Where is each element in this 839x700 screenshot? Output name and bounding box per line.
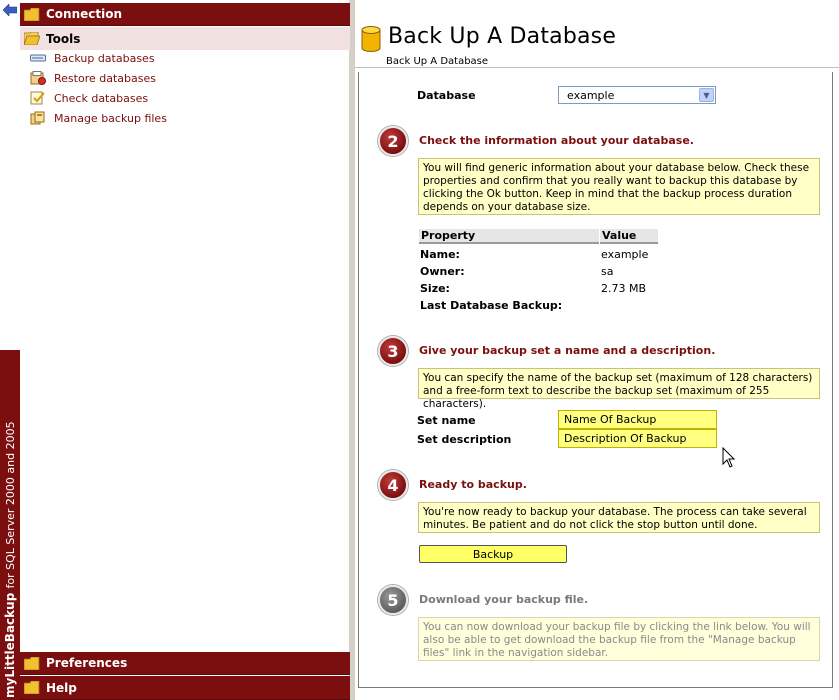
- chevron-down-icon[interactable]: ▼: [699, 88, 714, 102]
- sidebar-item-label: Check databases: [54, 91, 149, 105]
- database-label: Database: [417, 89, 476, 102]
- brand-name: myLittleBackup: [3, 592, 17, 698]
- sidebar-connection-label: Connection: [46, 7, 123, 21]
- step-4-title: Ready to backup.: [419, 478, 527, 491]
- property-owner-label: Owner:: [420, 265, 465, 278]
- step-5-title: Download your backup file.: [419, 593, 589, 606]
- sidebar-item-manage-backup-files[interactable]: [30, 109, 167, 127]
- database-select-value: example: [567, 88, 615, 102]
- sidebar-help-label: Help: [46, 680, 77, 695]
- sidebar-item-label: Manage backup files: [54, 111, 167, 125]
- mouse-cursor-icon: [722, 447, 736, 469]
- header-divider: [355, 67, 839, 68]
- check-icon: [30, 91, 46, 105]
- brand-strip: [0, 0, 20, 700]
- sidebar-section-preferences[interactable]: [20, 652, 350, 675]
- step-2-note: You will find generic information about your database below. Check these properties and confirm that you really want to backup this database by clicking the Ok button. Keep in mind that the backup process duration depends on your database size.: [418, 158, 820, 215]
- database-select[interactable]: [558, 86, 716, 104]
- page-title: Back Up A Database: [388, 24, 617, 49]
- restore-icon: [30, 71, 46, 85]
- step-5-badge: 5: [378, 585, 408, 615]
- sidebar-item-label: Restore databases: [54, 71, 156, 85]
- property-column-header: Property: [419, 229, 599, 244]
- breadcrumb[interactable]: Back Up A Database: [386, 56, 489, 67]
- sidebar-item-check-databases[interactable]: [30, 89, 148, 107]
- sidebar-item-label: Backup databases: [54, 51, 155, 65]
- set-description-label: Set description: [417, 433, 512, 446]
- step-2-badge: 2: [378, 126, 408, 156]
- folder-icon: [24, 657, 40, 670]
- sidebar-preferences-label: Preferences: [46, 656, 128, 670]
- manage-files-icon: [30, 111, 46, 125]
- sidebar-section-help[interactable]: [20, 676, 350, 700]
- sidebar-section-connection[interactable]: [20, 3, 350, 26]
- step-3-title: Give your backup set a name and a description.: [419, 344, 716, 357]
- backup-button[interactable]: Backup: [419, 545, 567, 563]
- step-5-note: You can now download your backup file by clicking the link below. You will also be able to get download the backup file from the "Manage backup files" link in the navigation sidebar.: [418, 617, 820, 661]
- backup-icon: [30, 51, 46, 65]
- property-name-label: Name:: [420, 248, 460, 261]
- step-4-note: You're now ready to backup your database. The process can take several minutes. Be patient and do not click the stop button until done.: [418, 502, 820, 533]
- main-panel: [355, 0, 839, 700]
- brand-tagline: for SQL Server 2000 and 2005: [4, 421, 17, 589]
- folder-icon: [24, 681, 40, 694]
- sidebar-item-restore-databases[interactable]: [30, 69, 156, 87]
- sidebar-item-backup-databases[interactable]: [30, 49, 155, 67]
- step-4-badge: 4: [378, 470, 408, 500]
- property-owner-value: sa: [601, 265, 614, 278]
- sidebar-tools-label: Tools: [46, 31, 81, 46]
- folder-icon: [24, 8, 40, 21]
- step-2-title: Check the information about your database.: [419, 134, 694, 147]
- sidebar-section-tools[interactable]: [20, 27, 350, 50]
- open-folder-icon: [24, 32, 40, 45]
- set-description-input[interactable]: Description Of Backup: [558, 429, 717, 448]
- back-arrow-icon[interactable]: [3, 4, 17, 16]
- step-3-note: You can specify the name of the backup set (maximum of 128 characters) and a free-form text to describe the backup set (maximum of 255 characters).: [418, 368, 820, 399]
- property-name-value: example: [601, 248, 649, 261]
- property-last-backup-label: Last Database Backup:: [420, 299, 563, 312]
- sidebar: [20, 0, 350, 700]
- page-header: [355, 0, 839, 68]
- set-name-input[interactable]: Name Of Backup: [558, 410, 717, 429]
- backup-wizard-panel: [358, 72, 833, 688]
- step-3-badge: 3: [378, 336, 408, 366]
- property-size-value: 2.73 MB: [601, 282, 647, 295]
- brand-vertical-text: [1, 353, 20, 698]
- database-icon: [361, 26, 381, 52]
- set-name-label: Set name: [417, 414, 476, 427]
- property-size-label: Size:: [420, 282, 450, 295]
- value-column-header: Value: [600, 229, 658, 244]
